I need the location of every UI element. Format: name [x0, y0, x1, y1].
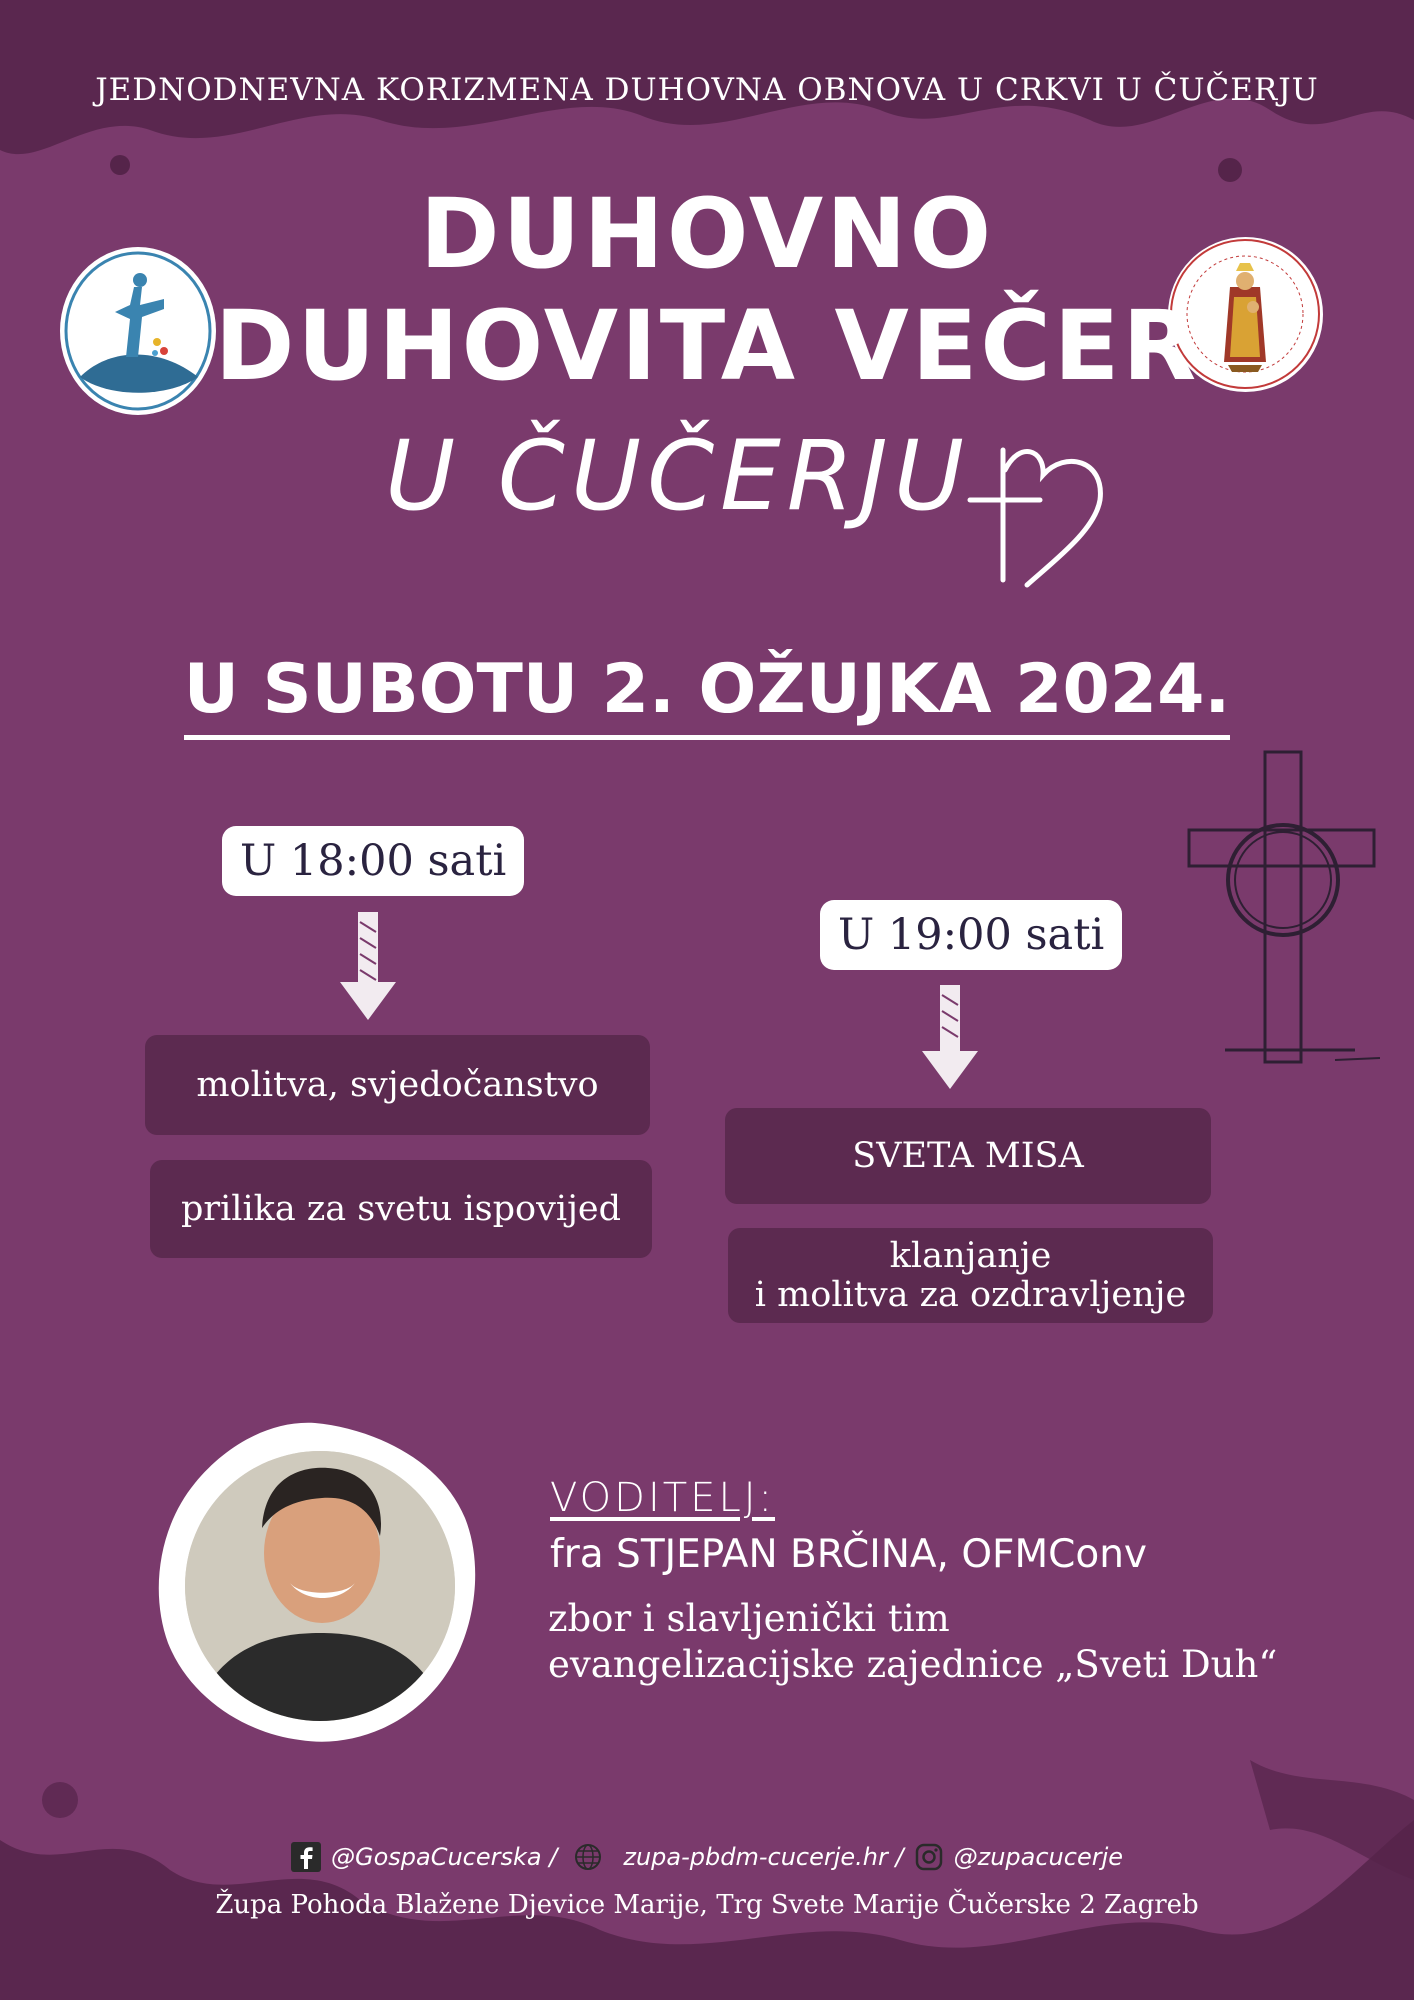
arrow-down-icon — [920, 985, 980, 1090]
social-links — [0, 1842, 1414, 1872]
title-line-2: DUHOVITA VEČER — [214, 290, 1200, 402]
globe-icon — [573, 1842, 603, 1872]
instagram-icon — [914, 1842, 944, 1872]
choir-info — [548, 1596, 1277, 1688]
activity-adoration — [728, 1228, 1213, 1323]
leader-photo — [150, 1418, 480, 1748]
event-subtitle: JEDNODNEVNA KORIZMENA DUHOVNA OBNOVA U CRKVI U ČUČERJU — [95, 72, 1319, 108]
activity-prayer: molitva, svjedočanstvo — [145, 1035, 650, 1135]
cross-with-thorns-icon — [1185, 750, 1380, 1070]
leader-portrait-icon — [150, 1418, 480, 1748]
leader-label: VODITELJ: — [550, 1475, 776, 1521]
bottom-splash — [0, 1760, 1414, 2000]
event-date-text: U SUBOTU 2. OŽUJKA 2024. — [184, 650, 1231, 740]
activity-confession: prilika za svetu ispovijed — [150, 1160, 652, 1258]
event-date — [0, 650, 1414, 729]
time-19: U 19:00 sati — [820, 900, 1122, 970]
title-line-3: U ČUČERJU — [385, 420, 971, 532]
activity-adoration-line2: i molitva za ozdravljenje — [754, 1274, 1187, 1315]
choir-line-1: zbor i slavljenički tim — [548, 1597, 950, 1640]
choir-line-2: evangelizacijske zajednice „Sveti Duh“ — [548, 1643, 1278, 1686]
facebook-link[interactable]: @GospaCucerska / — [330, 1843, 558, 1871]
website-link[interactable]: zupa-pbdm-cucerje.hr / — [623, 1843, 904, 1871]
instagram-link[interactable]: @zupacucerje — [953, 1843, 1124, 1871]
parish-address: Župa Pohoda Blažene Djevice Marije, Trg Svete Marije Čučerske 2 Zagreb — [215, 1890, 1199, 1920]
activity-adoration-line1: klanjanje — [889, 1236, 1052, 1276]
arrow-down-icon — [338, 912, 398, 1022]
activity-holy-mass: SVETA MISA — [725, 1108, 1211, 1204]
heart-cross-icon — [965, 430, 1115, 590]
title-line-1: DUHOVNO — [419, 178, 995, 290]
time-18: U 18:00 sati — [222, 826, 524, 896]
leader-name: fra STJEPAN BRČINA, OFMConv — [550, 1532, 1148, 1577]
facebook-icon — [291, 1842, 321, 1872]
